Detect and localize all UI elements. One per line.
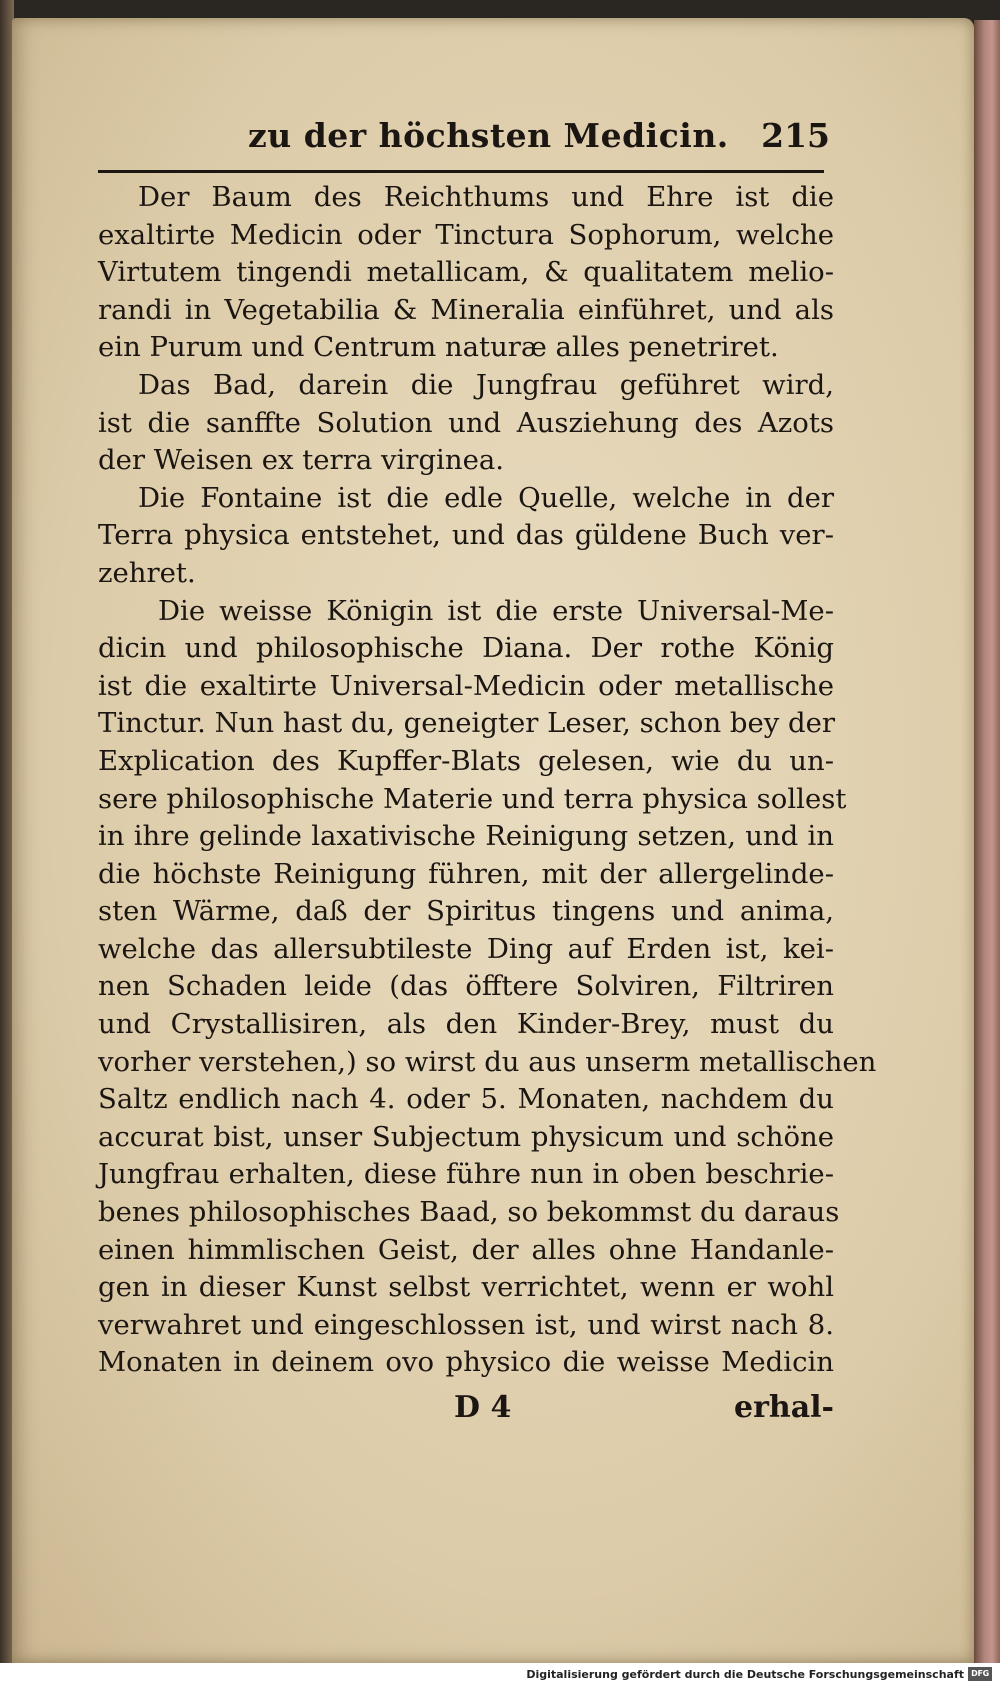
book-page-edges [974,20,1000,1663]
text-line: Der Baum des Reichthums und Ehre ist die [138,181,834,213]
text-line: die höchste Reinigung führen, mit der allergelinde- [98,857,834,890]
text-line: ist die exaltirte Universal-Medicin oder metallische [98,669,834,702]
text-line: benes philosophisches Baad, so bekommst du daraus [98,1196,840,1229]
text-line: Explication des Kupffer-Blats gelesen, wie du un- [98,744,834,777]
body-text [98,179,877,1382]
credit-text: Digitalisierung gefördert durch die Deutsche Forschungsgemeinschaft [526,1668,964,1681]
text-line: Terra physica entstehet, und das güldene Buch ver- [98,519,834,552]
book-page [12,18,974,1663]
text-line: sere philosophische Materie und terra physica sollest [98,782,847,815]
dfg-logo-icon: DFG [968,1667,992,1681]
text-line: Die Fontaine ist die edle Quelle, welche in der [138,481,834,514]
text-line: Virtutem tingendi metallicam, & qualitatem melio- [98,256,834,289]
text-line: randi in Vegetabilia & Mineralia einführet, und als [98,293,834,326]
text-line: ist die sanffte Solution und Ausziehung des Azots [98,406,834,439]
text-line: accurat bist, unser Subjectum physicum und schöne [98,1120,834,1153]
text-line: dicin und philosophische Diana. Der rothe König [98,632,834,665]
running-head [98,108,834,168]
catchword: erhal- [734,1390,834,1425]
text-line: welche das allersubtileste Ding auf Erden ist, kei- [98,932,834,965]
text-line: nen Schaden leide (das öfftere Solviren, Filtriren [98,970,834,1003]
text-line: ein Purum und Centrum naturæ alles penetriret. [98,331,779,364]
text-line: Jungfrau erhalten, diese führe nun in oben beschrie- [98,1158,834,1191]
text-line: Monaten in deinem ovo physico die weisse Medicin [98,1346,834,1379]
text-line: einen himmlischen Geist, der alles ohne Handanle- [98,1233,834,1266]
text-line: Die weisse Königin ist die erste Universal-Me- [158,594,834,627]
text-line: gen in dieser Kunst selbst verrichtet, wenn er wohl [98,1271,834,1304]
text-line: exaltirte Medicin oder Tinctura Sophorum, welche [98,218,834,251]
page-footer-line [98,1390,834,1434]
text-line: sten Wärme, daß der Spiritus tingens und anima, [98,895,834,928]
text-line: vorher verstehen,) so wirst du aus unserm metallischen [98,1045,877,1078]
text-line: und Crystallisiren, als den Kinder-Brey, must du [98,1008,834,1041]
credit-bar [0,1663,1000,1687]
running-head-title: zu der höchsten Medicin. [248,116,729,155]
signature-mark: D 4 [454,1390,512,1425]
text-line: verwahret und eingeschlossen ist, und wirst nach 8. [98,1308,834,1341]
text-line: Das Bad, darein die Jungfrau geführet wird, [138,368,834,401]
text-line: zehret. [98,556,196,589]
text-line: der Weisen ex terra virginea. [98,444,504,477]
text-line: in ihre gelinde laxativische Reinigung setzen, und in [98,820,834,853]
page-number: 215 [761,116,830,155]
header-rule [98,170,824,173]
text-line: Tinctur. Nun hast du, geneigter Leser, schon bey der [98,707,836,740]
text-line: Saltz endlich nach 4. oder 5. Monaten, nachdem du [98,1083,834,1116]
page-content [98,108,877,1434]
